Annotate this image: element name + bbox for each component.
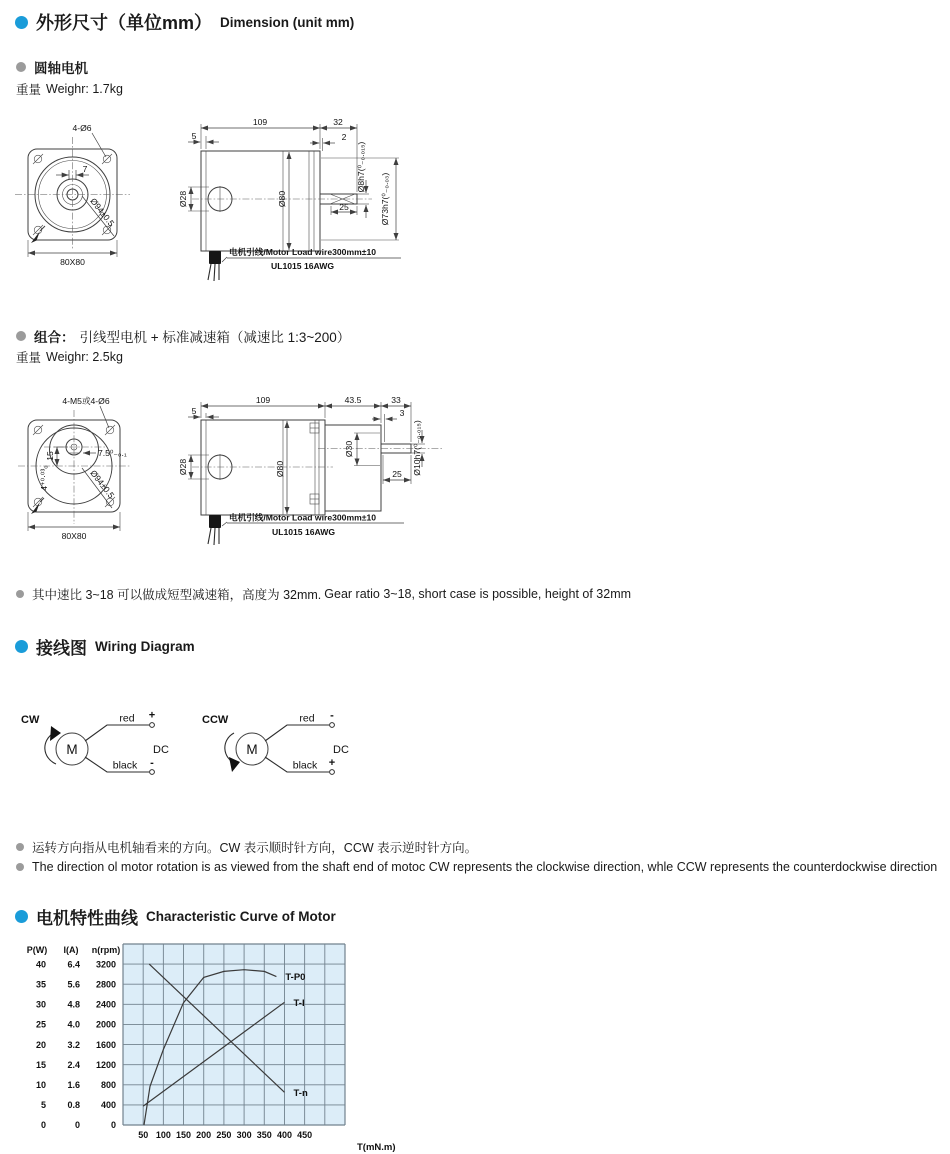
lead-wire-note: 电机引线/Motor Load wire300mm±10: [229, 512, 377, 523]
y-tick-label: 15: [35, 1059, 46, 1070]
body-length-dim: 109: [252, 117, 268, 127]
gearbox-length-dim: 43.5: [344, 395, 362, 405]
x-tick-label: 150: [175, 1130, 192, 1140]
lead-wire-note: 电机引线/Motor Load wire300mm±10: [229, 247, 377, 257]
pilot-diameter-label: Ø73h7(⁰₋₀.₀₃): [380, 172, 390, 226]
wiring-diagram: [15, 702, 360, 794]
characteristic-curve-chart: [15, 938, 445, 1154]
x-tick-label: 400: [276, 1130, 293, 1140]
terminal-icon: [330, 770, 335, 775]
section-bullet-icon: [15, 16, 28, 29]
front-view-geometry: [15, 137, 130, 250]
front-view-dimensions: [28, 123, 117, 267]
curve-title-en: Characteristic Curve of Motor: [146, 909, 336, 924]
lead-wire-spec: UL1015 16AWG: [271, 261, 335, 271]
y-tick-label: 10: [35, 1080, 46, 1090]
cable-connector: [209, 515, 221, 528]
terminal-icon: [330, 723, 335, 728]
x-tick-label: 300: [236, 1130, 252, 1140]
y-tick-label: 20: [35, 1039, 46, 1050]
flange-size-label: 80X80: [61, 531, 87, 541]
rotation-note-zh: 运转方向指从电机轴看来的方向。CW 表示顺时针方向，CCW 表示逆时针方向。: [32, 841, 478, 855]
section-curve-heading: [15, 904, 336, 929]
ccw-rotation-arrow-icon: [229, 757, 240, 772]
red-wire-label: red: [299, 712, 315, 725]
cw-label: CW: [21, 714, 40, 726]
round-shaft-weight: [16, 80, 123, 98]
shaft-length-dim: 32: [333, 117, 343, 127]
key-depth-dim: 7.5⁰₋₀.₁: [98, 448, 127, 458]
x-axis-unit-label: T(mN.m): [357, 1142, 396, 1153]
face-diameter-label: Ø94±0.5: [88, 468, 117, 501]
flat-length-dim: 25: [392, 469, 402, 479]
y-tick-label: 0: [110, 1120, 116, 1131]
motor-symbol: M: [246, 742, 258, 757]
series-label: T-I: [293, 997, 305, 1009]
hole-callout: 4-M5或4-Ø6: [62, 396, 110, 406]
note-bullet-icon: [16, 590, 24, 598]
y-tick-label: 2.4: [67, 1059, 80, 1070]
series-label: T-P0: [285, 972, 306, 984]
flat-length-dim: 25: [339, 202, 349, 212]
x-tick-label: 250: [216, 1130, 232, 1140]
front-view-geometry: [18, 410, 130, 524]
rotation-note-en: The direction ol motor rotation is as viewed from the shaft end of motoc CW represents the clockwise direction, whle CCW represents the counterdockwise direction: [32, 860, 938, 874]
note-bullet-icon: [16, 863, 24, 871]
rotation-note-zh-row: [16, 838, 477, 856]
terminal-icon: [150, 770, 155, 775]
dimension-title-zh: 外形尺寸（单位mm）: [36, 13, 213, 33]
gear-ratio-note: [16, 585, 631, 603]
x-tick-label: 350: [256, 1130, 272, 1140]
y-tick-label: 2400: [95, 999, 116, 1010]
weight-value: Weighr: 2.5kg: [46, 350, 123, 364]
y-tick-label: 35: [35, 979, 46, 990]
dc-supply-label: DC: [153, 744, 169, 756]
body-diameter-label: Ø80: [277, 190, 287, 208]
y-tick-label: 3200: [95, 959, 116, 970]
y-tick-label: 800: [100, 1080, 116, 1090]
x-tick-label: 50: [138, 1130, 149, 1140]
combo-title-text: 引线型电机 + 标准减速箱（减速比 1:3~200）: [79, 330, 351, 345]
note-bullet-icon: [16, 843, 24, 851]
hole-callout: 4-Ø6: [72, 123, 92, 133]
rotation-note-en-row: [16, 860, 937, 874]
gear-ratio-note-zh: 其中速比 3~18 可以做成短型减速箱，高度为 32mm.: [32, 588, 322, 602]
front-plate-dim: 5: [191, 406, 197, 416]
y-tick-label: 400: [100, 1100, 116, 1111]
ccw-bottom-terminal-sign: +: [328, 757, 336, 769]
y-tick-label: 1200: [95, 1059, 116, 1070]
cw-wiring-diagram: [21, 710, 169, 775]
boss-diameter-label: Ø28: [178, 190, 188, 208]
y-tick-label: 2000: [95, 1019, 116, 1030]
face-diameter-label: Ø94±0.5: [88, 196, 117, 229]
series-label: T-n: [293, 1087, 308, 1099]
y-axis-header: I(A): [63, 945, 79, 955]
round-shaft-heading: [16, 57, 88, 77]
section-wiring-heading: [15, 634, 195, 659]
y-tick-label: 25: [35, 1019, 46, 1030]
y-tick-label: 3.2: [67, 1039, 80, 1050]
y-tick-label: 4.8: [67, 999, 80, 1010]
combo-title-label: 组合：: [34, 330, 75, 345]
step-dim: 2: [341, 132, 347, 142]
y-tick-label: 4.0: [67, 1019, 80, 1030]
y-tick-label: 2800: [95, 979, 116, 990]
lead-wire-spec: UL1015 16AWG: [272, 527, 336, 537]
y-tick-label: 0.8: [67, 1100, 80, 1111]
section-bullet-icon: [15, 910, 28, 923]
shaft-offset-dim: 7: [82, 164, 88, 174]
gear-ratio-note-en: Gear ratio 3~18, short case is possible, height of 32mm: [324, 587, 632, 601]
combo-side-view-drawing: [168, 392, 450, 554]
y-axis-header: P(W): [26, 945, 48, 955]
red-wire-label: red: [119, 712, 135, 725]
weight-value: Weighr: 1.7kg: [46, 82, 123, 96]
ccw-wiring-diagram: [202, 710, 349, 775]
key-width-dim: 4⁺⁰·⁰³₀: [39, 465, 49, 491]
wiring-title-zh: 接线图: [36, 639, 87, 658]
y-tick-label: 30: [35, 999, 46, 1010]
y-axis-header: n(rpm): [91, 945, 121, 955]
curve-title-zh: 电机特性曲线: [36, 909, 138, 928]
shaft-diameter-label: Ø8h7(⁰₋₀.₀₁₅): [356, 141, 366, 193]
ccw-top-terminal-sign: -: [330, 709, 334, 722]
wiring-title-en: Wiring Diagram: [95, 639, 195, 654]
flange-size-label: 80X80: [60, 257, 85, 267]
x-tick-label: 100: [155, 1130, 171, 1140]
round-shaft-title: 圆轴电机: [34, 61, 88, 76]
round-shaft-side-view-drawing: [168, 112, 420, 290]
weight-label: 重量: [16, 351, 42, 365]
y-tick-label: 5.6: [67, 979, 80, 990]
y-tick-label: 1600: [95, 1039, 116, 1050]
shaft-length-dim: 33: [391, 395, 401, 405]
output-boss-diameter-label: Ø30: [344, 440, 354, 458]
weight-label: 重量: [16, 83, 42, 97]
combo-front-view-drawing: [10, 392, 170, 552]
front-plate-dim: 5: [191, 131, 197, 141]
round-shaft-front-view-drawing: [10, 116, 170, 288]
cw-bottom-terminal-sign: -: [150, 757, 154, 769]
motor-symbol: M: [66, 742, 78, 757]
y-tick-label: 40: [35, 959, 46, 970]
combo-weight: [16, 348, 123, 366]
cable-connector: [209, 251, 221, 264]
y-tick-label: 1.6: [67, 1080, 80, 1090]
step-dim: 3: [399, 408, 405, 418]
body-diameter-label: Ø80: [275, 460, 285, 478]
section-bullet-icon: [15, 640, 28, 653]
y-tick-label: 6.4: [67, 959, 80, 970]
terminal-icon: [150, 723, 155, 728]
cw-top-terminal-sign: +: [148, 709, 156, 722]
x-tick-label: 450: [297, 1130, 313, 1140]
boss-diameter-label: Ø28: [178, 458, 188, 476]
body-length-dim: 109: [255, 395, 271, 405]
ccw-label: CCW: [202, 714, 229, 726]
section-dimension-heading: [15, 9, 354, 35]
y-tick-label: 0: [74, 1120, 80, 1131]
combo-heading: [16, 326, 350, 346]
x-tick-label: 200: [196, 1130, 212, 1140]
shaft-diameter-label: Ø10h7(⁰₋₀.₀₁₅): [412, 420, 422, 476]
y-tick-label: 0: [40, 1120, 46, 1131]
dimension-title-en: Dimension (unit mm): [220, 14, 355, 30]
black-wire-label: black: [112, 759, 138, 772]
black-wire-label: black: [292, 759, 318, 772]
sub-bullet-icon: [16, 62, 26, 72]
shaft-offset-dim: 15: [45, 451, 55, 461]
y-tick-label: 5: [40, 1100, 46, 1111]
sub-bullet-icon: [16, 331, 26, 341]
side-view-dimensions: [178, 117, 401, 271]
dc-supply-label: DC: [333, 744, 349, 756]
